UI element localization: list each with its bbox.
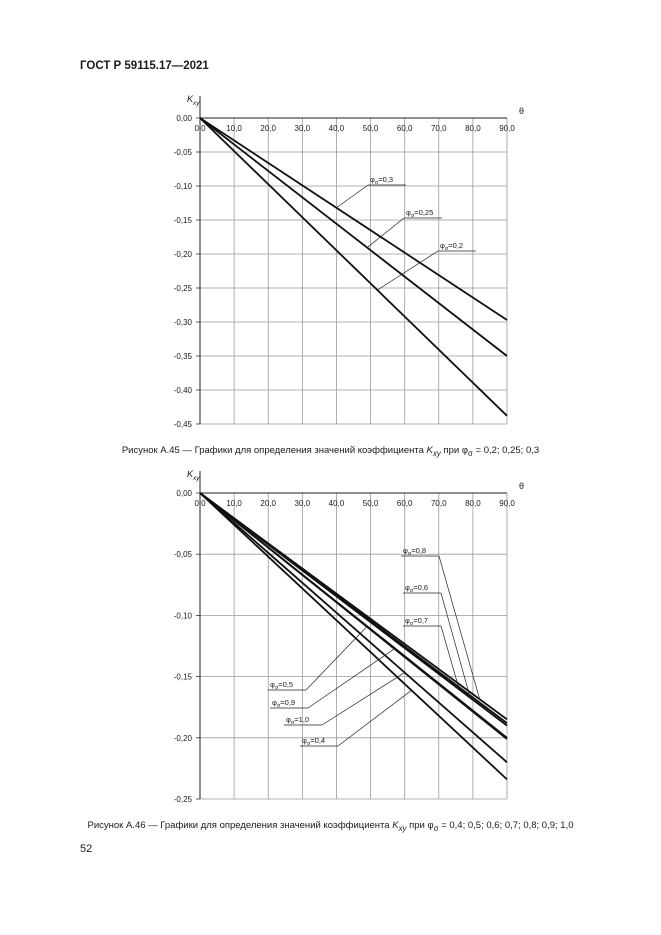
c2-y-tick-label: -0,05 — [173, 550, 192, 560]
caption-a46-phi-sub: σ — [433, 823, 439, 833]
c1-y-axis-label-sub: xy — [193, 100, 200, 107]
c1-x-tick-label: 70,0 — [430, 124, 447, 133]
c2-annotation-leader — [322, 673, 405, 725]
caption-a45-k-sub: xy — [432, 448, 441, 458]
c2-annotation-sym: φ — [270, 680, 275, 689]
c2-x-tick-label: 40,0 — [328, 499, 345, 508]
c2-x-tick-label: 30,0 — [294, 499, 311, 508]
c2-annotation-label — [302, 736, 325, 747]
caption-a45-phi-sub: σ — [467, 448, 473, 458]
c1-annotation-sub: σ — [410, 213, 415, 219]
c2-y-tick-label: -0,10 — [173, 611, 192, 621]
c1-y-tick-label: -0,45 — [173, 420, 192, 429]
c2-annotation-leader — [308, 649, 394, 708]
c2-annotation-value: =0,4 — [310, 736, 326, 745]
c1-x-tick-label: 0,0 — [194, 124, 206, 133]
figure-caption-a46 — [0, 820, 661, 833]
c2-annotation-sub: σ — [409, 621, 414, 627]
c2-annotation-label — [403, 546, 426, 557]
c1-y-tick-label: -0,20 — [173, 250, 192, 259]
c2-x-tick-label: 0,0 — [194, 499, 206, 508]
c2-series-line-3 — [200, 493, 507, 726]
c1-annotation-value: =0,3 — [378, 175, 394, 184]
c1-annotation-sub: σ — [444, 246, 449, 252]
c2-y-axis-label-k: K — [187, 469, 194, 479]
c1-y-tick-label: -0,05 — [173, 148, 192, 157]
c2-annotation-value: =1,0 — [294, 715, 310, 724]
caption-a45-phi: φ — [461, 445, 468, 456]
c2-y-axis-label — [187, 469, 200, 482]
c2-series-line-6 — [200, 493, 507, 762]
c2-annotation-label — [270, 680, 293, 691]
c2-annotation-sub: σ — [407, 551, 412, 557]
c2-annotation-sym: φ — [405, 616, 410, 625]
c2-annotation-sub: σ — [290, 720, 295, 726]
caption-a45-k: K — [426, 445, 433, 456]
c1-x-tick-label: 40,0 — [328, 124, 345, 133]
document-header: ГОСТ Р 59115.17—2021 — [80, 60, 209, 72]
c2-annotation-value: =0,7 — [413, 616, 429, 625]
c1-annotation-value: =0,25 — [414, 208, 434, 217]
c1-x-tick-label: 50,0 — [362, 124, 379, 133]
c2-annotation-label — [286, 715, 309, 726]
c2-x-tick-label: 50,0 — [362, 499, 379, 508]
c2-y-axis-label-sub: xy — [193, 475, 200, 482]
c2-y-tick-label: 0,00 — [176, 489, 192, 498]
c2-annotation-sub: σ — [276, 703, 281, 709]
c2-annotation-sym: φ — [405, 583, 410, 592]
caption-a46-prefix: Рисунок А.46 — Графики для определения значений коэффициента — [87, 820, 393, 831]
c2-annotation-sub: σ — [409, 588, 414, 594]
c1-annotation-sym: φ — [440, 241, 445, 250]
c2-annotation-value: =0,5 — [278, 680, 294, 689]
c2-annotation-sym: φ — [403, 546, 408, 555]
c1-x-tick-label: 20,0 — [260, 124, 277, 133]
c2-y-tick-label: -0,25 — [173, 795, 192, 804]
c1-y-tick-label: -0,40 — [173, 386, 192, 395]
c1-y-tick-label: -0,30 — [173, 318, 192, 327]
caption-a45-suffix: = 0,2; 0,25; 0,3 — [472, 445, 540, 456]
page-number: 52 — [80, 843, 93, 855]
c2-annotation-sym: φ — [286, 715, 291, 724]
c2-x-tick-label: 80,0 — [465, 499, 481, 508]
c1-annotation-sub: σ — [374, 180, 379, 186]
c1-y-tick-label: 0,00 — [176, 114, 192, 123]
c1-y-tick-label: -0,35 — [173, 352, 192, 361]
c2-y-tick-label: -0,15 — [173, 672, 192, 682]
c2-annotation-value: =0,8 — [411, 546, 427, 555]
c1-annotation-sym: φ — [406, 208, 411, 217]
c2-annotation-sub: σ — [306, 741, 311, 747]
c1-y-tick-label: -0,10 — [173, 182, 192, 191]
c2-annotation-value: =0,9 — [280, 698, 296, 707]
caption-a45-prefix: Рисунок А.45 — Графики для определения значений коэффициента — [121, 445, 427, 456]
c2-annotation-value: =0,6 — [413, 583, 429, 592]
caption-a46-mid: при — [406, 820, 428, 831]
c2-x-axis-label: θ — [519, 481, 525, 491]
c2-annotation-sym: φ — [272, 698, 277, 707]
c1-x-tick-label: 30,0 — [294, 124, 311, 133]
caption-a46-k-sub: xy — [398, 823, 407, 833]
c2-series-line-7 — [200, 493, 507, 779]
c2-annotation-label — [272, 698, 295, 709]
caption-a46-suffix: = 0,4; 0,5; 0,6; 0,7; 0,8; 0,9; 1,0 — [438, 820, 574, 831]
caption-a46-phi: φ — [427, 820, 434, 831]
c1-x-tick-label: 10,0 — [226, 124, 242, 133]
c2-series-line-5 — [200, 493, 507, 739]
caption-a45-mid: при — [440, 445, 462, 456]
caption-a46-k: K — [392, 820, 399, 831]
c1-x-tick-label: 90,0 — [499, 124, 515, 133]
c2-x-tick-label: 20,0 — [260, 499, 277, 508]
c2-annotation-label — [405, 583, 428, 594]
c1-annotation-value: =0,2 — [448, 241, 464, 250]
c2-x-tick-label: 90,0 — [499, 499, 515, 508]
c2-x-tick-label: 60,0 — [396, 499, 413, 508]
c2-annotation-label — [405, 616, 428, 627]
c2-y-tick-label: -0,20 — [173, 733, 192, 743]
c1-x-tick-label: 80,0 — [465, 124, 481, 133]
c1-annotation-sym: φ — [370, 175, 375, 184]
c2-annotation-sym: φ — [302, 736, 307, 745]
c1-y-tick-label: -0,25 — [173, 284, 192, 293]
c2-x-tick-label: 70,0 — [430, 499, 447, 508]
c2-annotation-sub: σ — [274, 685, 279, 691]
c1-x-axis-label: θ — [519, 106, 525, 116]
c1-y-axis-label-k: K — [187, 94, 194, 104]
c2-x-tick-label: 10,0 — [226, 499, 242, 508]
c1-x-tick-label: 60,0 — [396, 124, 413, 133]
c1-y-tick-label: -0,15 — [173, 216, 192, 225]
